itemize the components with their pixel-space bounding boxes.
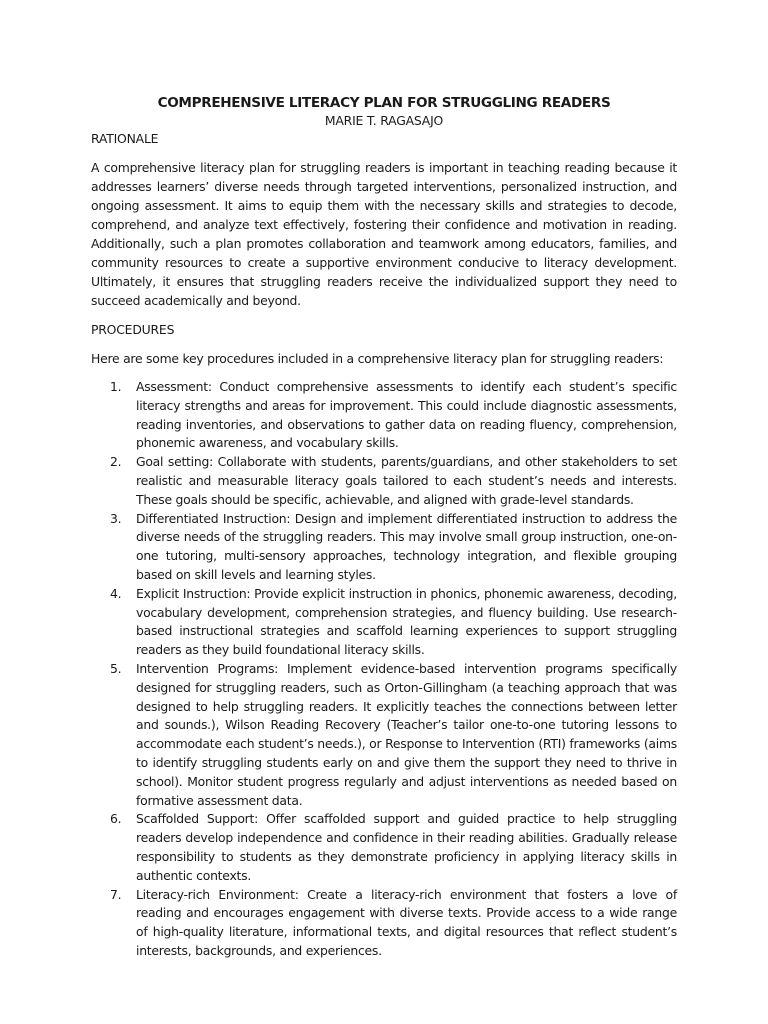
list-item [91,660,677,810]
rationale-paragraph: A comprehensive literacy plan for struggling readers is important in teaching reading because it addresses learners’ diverse needs through targeted interventions, personalized instruction, and ongoing assessment. It aims to equip them with the necessary skills and strategies to decode, comprehend, and analyze text effectively, fostering their confidence and motivation in reading. Additionally, such a plan promotes collaboration and teamwork among educators, families, and community resources to create a supportive environment conducive to literacy development. Ultimately, it ensures that struggling readers receive the individualized support they need to succeed academically and beyond. [91,160,677,308]
list-item-number: 3. [110,510,122,526]
list-item-text: Assessment: Conduct comprehensive assessments to identify each student’s specific literacy strengths and areas for improvement. This could include diagnostic assessments, reading inventories, and observations to gather data on reading fluency, comprehension, phonemic awareness, and vocabulary skills. [136,379,677,451]
list-item-text: Scaffolded Support: Offer scaffolded support and guided practice to help struggling readers develop independence and confidence in their reading abilities. Gradually release responsibility to students as they demonstrate proficiency in applying literacy skills in authentic contexts. [136,811,677,883]
list-item [91,585,677,660]
list-item-text: Differentiated Instruction: Design and implement differentiated instruction to address the diverse needs of the struggling readers. This may involve small group instruction, one-on-one tutoring, multi-sensory approaches, technology integration, and flexible grouping based on skill levels and learning styles. [136,510,677,582]
list-item-number: 1. [110,379,122,394]
procedures-intro: Here are some key procedures included in a comprehensive literacy plan for struggling readers: [91,351,664,366]
document-title: COMPREHENSIVE LITERACY PLAN FOR STRUGGLING READERS [157,95,611,111]
document-author: MARIE T. RAGASAJO [324,113,444,128]
list-item [91,510,677,585]
list-item [91,453,677,509]
list-item-number: 5. [110,660,122,676]
list-item-text: Explicit Instruction: Provide explicit instruction in phonics, phonemic awareness, decoding, vocabulary development, comprehension strategies, and fluency building. Use research-based instructional strategies and scaffold learning experiences to support struggling readers as they build foundational literacy skills. [136,585,677,658]
list-item-number: 2. [110,454,122,470]
list-item [91,378,677,453]
rationale-heading: RATIONALE [91,131,159,146]
list-item [91,810,677,885]
list-item-text: Literacy-rich Environment: Create a literacy-rich environment that fosters a love of reading and encourages engagement with diverse texts. Provide access to a wide range of high-quality literature, informational texts, and digital resources that reflect student’s interests, backgrounds, and experiences. [136,886,677,958]
list-item-number: 4. [110,585,122,601]
list-item-text: Goal setting: Collaborate with students, parents/guardians, and other stakeholders to set realistic and measurable literacy goals tailored to each student’s needs and interests. These goals should be specific, achievable, and aligned with grade-level standards. [136,454,677,507]
list-item [91,886,677,961]
list-item-text: Intervention Programs: Implement evidence-based intervention programs specifically designed for struggling readers, such as Orton-Gillingham (a teaching approach that was designed to help struggling readers. It explicitly teaches the connections between letter and sounds.), Wilson Reading Recovery (Teacher’s tailor one-to-one tutoring lessons to accommodate each student’s needs.), or Response to Intervention (RTI) frameworks (aims to identify struggling students early on and give them the support they need to thrive in school). Monitor student progress regularly and adjust interventions as needed based on formative assessment data. [136,660,677,808]
procedures-list [91,378,677,961]
procedures-heading: PROCEDURES [91,322,175,337]
list-item-number: 6. [110,811,122,827]
list-item-number: 7. [110,886,122,902]
